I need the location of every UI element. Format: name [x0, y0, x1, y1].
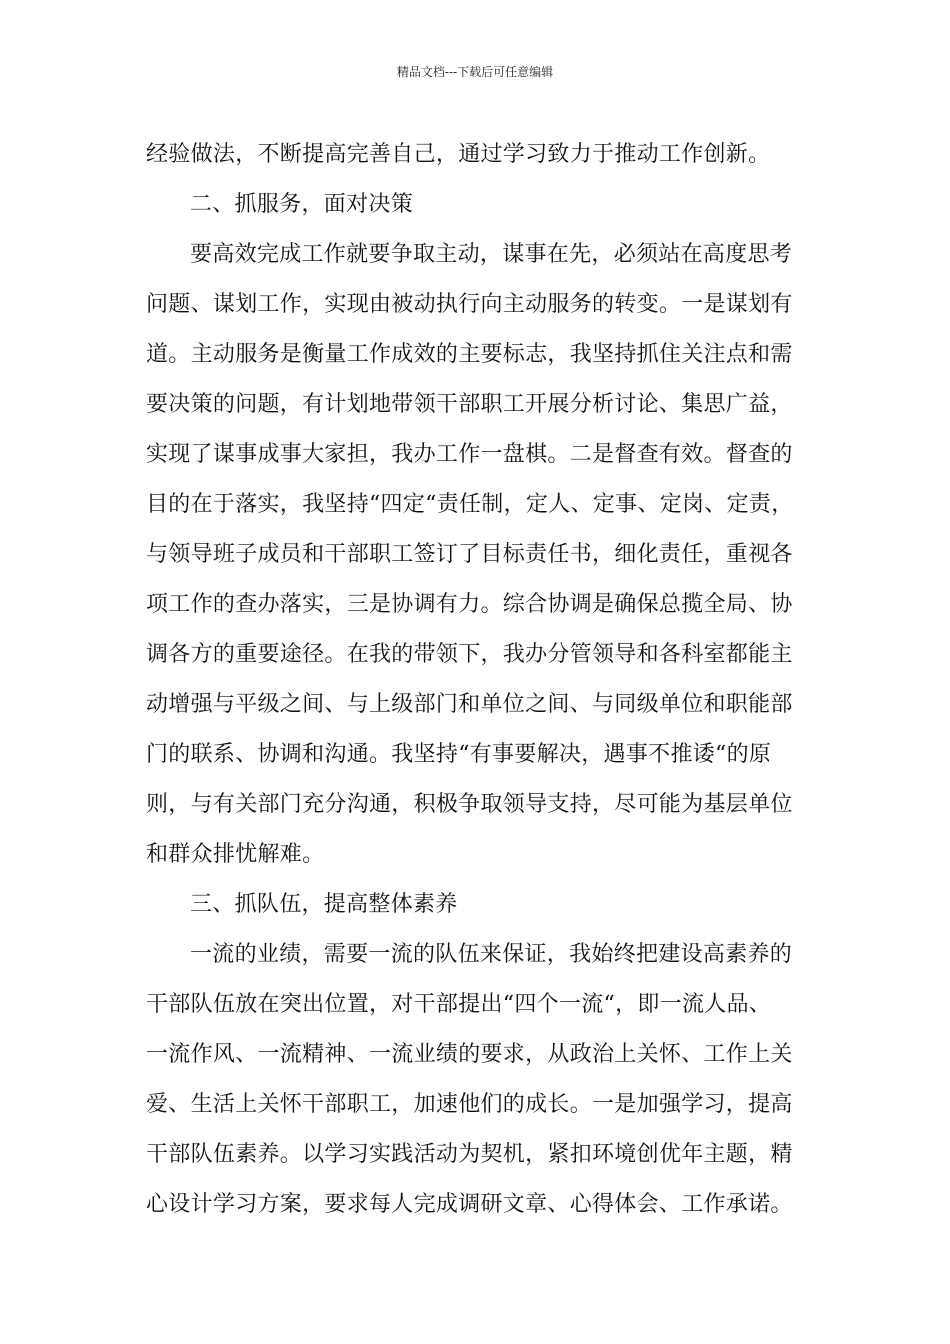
text-line: 心设计学习方案，要求每人完成调研文章、心得体会、工作承诺。 [146, 1192, 793, 1217]
section-heading: 二、抓服务，面对决策 [190, 192, 414, 217]
text-line: 干部队伍放在突出位置，对干部提出“四个一流“，即一流人品、 [146, 992, 772, 1017]
text-line: 则，与有关部门充分沟通，积极争取领导支持，尽可能为基层单位 [146, 792, 793, 817]
document-body [146, 130, 826, 1230]
section-heading: 三、抓队伍，提高整体素养 [190, 892, 458, 917]
text-line: 问题、谋划工作，实现由被动执行向主动服务的转变。一是谋划有 [146, 292, 793, 317]
text-line: 要决策的问题，有计划地带领干部职工开展分析讨论、集思广益， [146, 392, 793, 417]
text-line: 干部队伍素养。以学习实践活动为契机，紧扣环境创优年主题，精 [146, 1142, 793, 1167]
text-line: 目的在于落实，我坚持“四定“责任制，定人、定事、定岗、定责， [146, 492, 794, 517]
text-line: 项工作的查办落实，三是协调有力。综合协调是确保总揽全局、协 [146, 592, 793, 617]
text-line: 实现了谋事成事大家担，我办工作一盘棋。二是督查有效。督查的 [146, 442, 793, 467]
text-line: 爱、生活上关怀干部职工，加速他们的成长。一是加强学习，提高 [146, 1092, 793, 1117]
text-line: 一流作风、一流精神、一流业绩的要求，从政治上关怀、工作上关 [146, 1042, 793, 1067]
text-line: 要高效完成工作就要争取主动，谋事在先，必须站在高度思考 [190, 242, 793, 267]
text-line: 动增强与平级之间、与上级部门和单位之间、与同级单位和职能部 [146, 692, 793, 717]
text-line: 和群众排忧解难。 [146, 842, 325, 867]
text-line: 经验做法，不断提高完善自己，通过学习致力于推动工作创新。 [146, 142, 771, 167]
text-line: 一流的业绩，需要一流的队伍来保证，我始终把建设高素养的 [190, 942, 793, 967]
text-line: 调各方的重要途径。在我的带领下，我办分管领导和各科室都能主 [146, 642, 793, 667]
text-line: 道。主动服务是衡量工作成效的主要标志，我坚持抓住关注点和需 [146, 342, 793, 367]
page-header: 精品文档---下载后可任意编辑 [396, 65, 554, 79]
text-line: 与领导班子成员和干部职工签订了目标责任书，细化责任，重视各 [146, 542, 793, 567]
text-line: 门的联系、协调和沟通。我坚持“有事要解决，遇事不推诿“的原 [146, 742, 772, 767]
